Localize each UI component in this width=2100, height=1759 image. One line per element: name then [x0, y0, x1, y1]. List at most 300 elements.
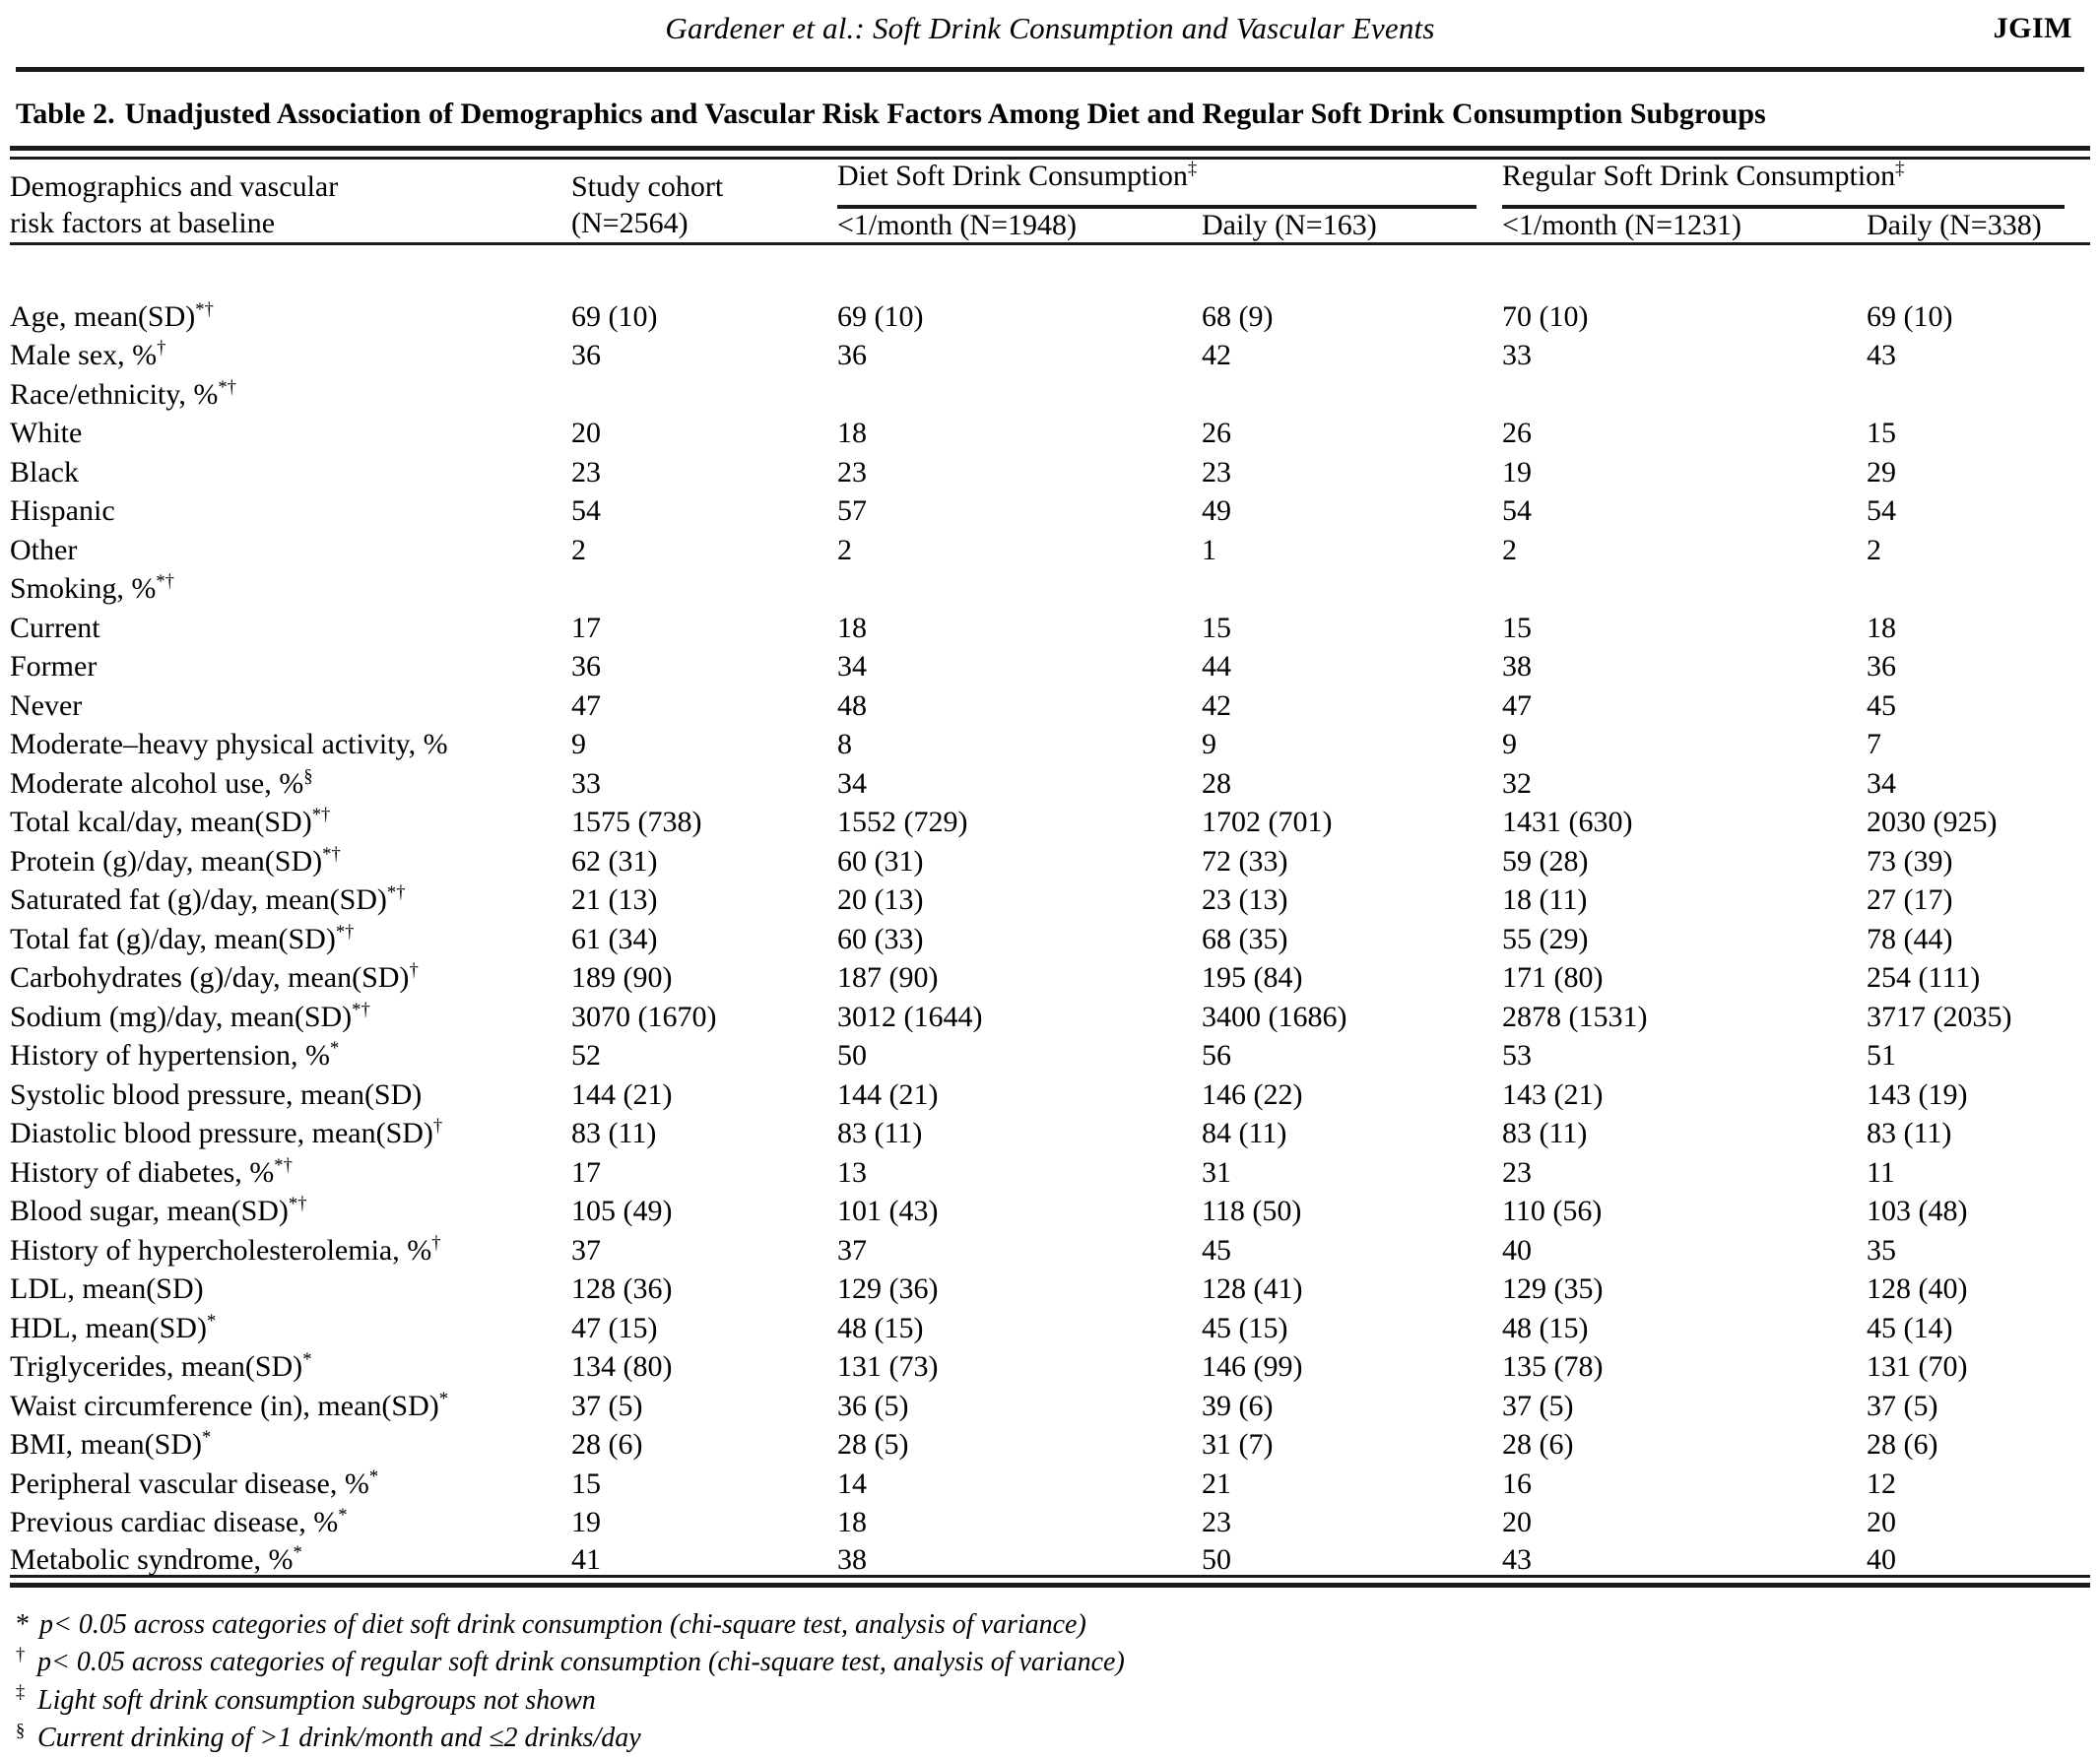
row-label-text: HDL, mean(SD): [10, 1311, 207, 1344]
row-label: [10, 293, 571, 332]
cell-diet-lt1month: [837, 370, 1202, 410]
cell-regular-daily: [1867, 565, 2090, 605]
row-label: [10, 877, 571, 916]
row-label-text: LDL, mean(SD): [10, 1272, 204, 1305]
cohort-header: [571, 158, 837, 243]
cell-regular-lt1month: 55 (29): [1502, 922, 1589, 955]
table-row: [10, 1266, 2090, 1305]
row-label: [10, 1148, 571, 1188]
table-row: [10, 915, 2090, 954]
table-row: [10, 1071, 2090, 1110]
table-top-rule: [10, 148, 2090, 158]
table-caption: [10, 72, 2090, 146]
row-footnote-marker: *†: [288, 1194, 307, 1214]
cell-regular-daily: 143 (19): [1867, 1077, 1968, 1111]
cell-regular-daily: 28 (6): [1867, 1428, 1938, 1461]
cell-diet-lt1month: 38: [837, 1543, 867, 1576]
row-label-text: Triglycerides, mean(SD): [10, 1350, 303, 1383]
cell-regular-lt1month: 32: [1502, 766, 1532, 800]
cell-study-cohort: 36: [571, 339, 601, 371]
row-label-text: Waist circumference (in), mean(SD): [10, 1389, 439, 1422]
table-row: [10, 1188, 2090, 1227]
cell-regular-lt1month: 37 (5): [1502, 1389, 1574, 1422]
footnote-line: [16, 1607, 2084, 1643]
cell-regular-lt1month: 40: [1502, 1233, 1532, 1267]
cell-diet-daily: 42: [1202, 339, 1231, 371]
cell-diet-daily: 45: [1202, 1233, 1231, 1267]
row-label-text: Protein (g)/day, mean(SD): [10, 844, 323, 878]
row-label-text: Hispanic: [10, 494, 115, 527]
cell-diet-lt1month: 8: [837, 728, 852, 760]
cell-regular-lt1month: 48 (15): [1502, 1311, 1589, 1344]
row-label: [10, 448, 571, 488]
row-label: [10, 410, 571, 449]
cell-diet-daily: 28: [1202, 766, 1231, 800]
table-row: [10, 293, 2090, 332]
cell-study-cohort: 17: [571, 611, 601, 644]
cell-study-cohort: [571, 565, 837, 605]
cell-diet-lt1month: 2: [837, 533, 852, 566]
table-row: [10, 370, 2090, 410]
row-label-text: Total fat (g)/day, mean(SD): [10, 922, 336, 955]
table-row: [10, 410, 2090, 449]
table-row: [10, 1460, 2090, 1499]
cell-regular-daily: 29: [1867, 455, 1896, 489]
row-label: [10, 721, 571, 760]
row-label: [10, 915, 571, 954]
cell-diet-lt1month: 37: [837, 1233, 867, 1267]
cell-diet-lt1month: 101 (43): [837, 1195, 939, 1227]
cell-diet-daily: 68 (35): [1202, 922, 1288, 955]
cell-diet-lt1month: 18: [837, 611, 867, 644]
cell-study-cohort: 134 (80): [571, 1350, 673, 1383]
cell-diet-daily: 26: [1202, 417, 1231, 449]
group-header-regular: [1502, 158, 2090, 209]
cell-regular-daily: 3717 (2035): [1867, 1000, 2012, 1033]
row-label: [10, 604, 571, 643]
cell-regular-daily: 36: [1867, 650, 1896, 683]
cell-study-cohort: 28 (6): [571, 1428, 643, 1461]
cell-diet-daily: 1: [1202, 533, 1216, 566]
cell-regular-lt1month: 20: [1502, 1506, 1532, 1538]
row-footnote-marker: *†: [218, 376, 236, 398]
cell-diet-lt1month: 57: [837, 494, 867, 527]
row-footnote-marker: *†: [156, 571, 174, 592]
cell-diet-lt1month: 14: [837, 1466, 867, 1500]
row-footnote-marker: *: [206, 1310, 217, 1332]
row-label: [10, 1304, 571, 1343]
cell-diet-daily: 39 (6): [1202, 1389, 1274, 1422]
cell-diet-lt1month: 69 (10): [837, 299, 924, 333]
cell-regular-daily: 15: [1867, 417, 1896, 449]
cell-regular-daily: 131 (70): [1867, 1350, 1968, 1383]
table-bottom-rule: [10, 1577, 2090, 1586]
row-label-text: History of hypertension, %: [10, 1039, 330, 1072]
cell-regular-daily: 20: [1867, 1506, 1896, 1538]
cell-regular-daily: 69 (10): [1867, 299, 1953, 333]
cell-regular-daily: 18: [1867, 611, 1896, 644]
cell-regular-lt1month: 18 (11): [1502, 883, 1588, 916]
cell-regular-daily: 2: [1867, 533, 1881, 566]
cell-diet-daily: 23 (13): [1202, 883, 1288, 916]
cell-study-cohort: 128 (36): [571, 1272, 673, 1305]
subheader-regular-lt1month: <1/month (N=1231): [1502, 208, 1741, 241]
table-body: [10, 293, 2090, 1577]
cell-study-cohort: 61 (34): [571, 922, 658, 955]
row-footnote-marker: *: [302, 1349, 312, 1370]
cell-regular-lt1month: 1431 (630): [1502, 806, 1633, 838]
table-row: [10, 1421, 2090, 1461]
cell-regular-daily: [1867, 370, 2090, 410]
footnote-text: p< 0.05 across categories of regular soft drink consumption (chi-square test, analysis of variance): [37, 1647, 1125, 1678]
cell-regular-lt1month: [1502, 370, 1867, 410]
row-label-text: Male sex, %: [10, 339, 158, 371]
cell-regular-lt1month: 110 (56): [1502, 1195, 1603, 1227]
table-row: [10, 565, 2090, 605]
footnote-marker: *: [16, 1609, 30, 1640]
group-header-regular-footnote: ‡: [1895, 158, 1905, 179]
cell-regular-lt1month: 83 (11): [1502, 1117, 1588, 1149]
row-footnote-marker: *: [329, 1038, 340, 1059]
cell-diet-daily: 50: [1202, 1543, 1231, 1576]
cell-diet-daily: 146 (99): [1202, 1350, 1303, 1383]
cell-regular-lt1month: 43: [1502, 1543, 1532, 1576]
cell-regular-daily: 103 (48): [1867, 1195, 1968, 1227]
cell-study-cohort: 69 (10): [571, 299, 658, 333]
cell-diet-daily: 15: [1202, 611, 1231, 644]
cell-regular-lt1month: 129 (35): [1502, 1272, 1604, 1305]
row-footnote-marker: *: [438, 1388, 449, 1409]
cell-diet-daily: [1202, 565, 1502, 605]
row-label: [10, 837, 571, 877]
row-footnote-marker: *†: [322, 843, 341, 865]
cell-study-cohort: 105 (49): [571, 1195, 673, 1227]
journal-name: JGIM: [1993, 12, 2072, 44]
row-label-text: Systolic blood pressure, mean(SD): [10, 1077, 423, 1111]
cell-diet-lt1month: 18: [837, 417, 867, 449]
cell-diet-lt1month: 50: [837, 1039, 867, 1072]
row-label-text: History of hypercholesterolemia, %: [10, 1233, 432, 1267]
cell-diet-lt1month: 28 (5): [837, 1428, 909, 1461]
cell-diet-lt1month: 36: [837, 339, 867, 371]
row-label-text: Previous cardiac disease, %: [10, 1506, 339, 1538]
cell-regular-daily: 254 (111): [1867, 961, 1981, 994]
cell-diet-lt1month: 34: [837, 650, 867, 683]
row-label: [10, 370, 571, 410]
row-label-text: Black: [10, 455, 79, 489]
table-number: Table 2.: [16, 98, 115, 130]
cell-study-cohort: 20: [571, 417, 601, 449]
cell-regular-lt1month: 53: [1502, 1039, 1532, 1072]
table-title: Unadjusted Association of Demographics and Vascular Risk Factors Among Diet and Regular Soft Drink Consumption Subgroups: [124, 98, 1766, 130]
cell-diet-lt1month: 23: [837, 455, 867, 489]
cell-diet-lt1month: 144 (21): [837, 1077, 939, 1111]
row-label-text: Smoking, %: [10, 572, 157, 605]
cell-diet-daily: 9: [1202, 728, 1216, 760]
cell-diet-daily: 68 (9): [1202, 299, 1274, 333]
table-row: [10, 488, 2090, 527]
cell-study-cohort: 189 (90): [571, 961, 673, 994]
row-label: [10, 332, 571, 371]
cell-regular-daily: 40: [1867, 1543, 1896, 1576]
cell-regular-daily: 12: [1867, 1466, 1896, 1500]
group-header-diet-footnote: ‡: [1187, 158, 1198, 179]
cell-diet-lt1month: 3012 (1644): [837, 1000, 983, 1033]
footnote-line: ‡ Light soft drink consumption subgroups not shown: [16, 1682, 596, 1716]
row-footnote-marker: †: [431, 1232, 441, 1254]
row-label: [10, 1071, 571, 1110]
cell-study-cohort: 144 (21): [571, 1077, 673, 1111]
cell-diet-daily: 56: [1202, 1039, 1231, 1072]
row-label: [10, 682, 571, 721]
cell-regular-lt1month: 70 (10): [1502, 299, 1589, 333]
cell-regular-lt1month: 171 (80): [1502, 961, 1604, 994]
stub-header-line2: risk factors at baseline: [10, 206, 276, 239]
cell-diet-lt1month: 187 (90): [837, 961, 939, 994]
cell-diet-daily: 45 (15): [1202, 1311, 1288, 1344]
cell-diet-lt1month: 129 (36): [837, 1272, 939, 1305]
cell-diet-daily: 23: [1202, 455, 1231, 489]
cell-study-cohort: 47 (15): [571, 1311, 658, 1344]
footnote-text: Current drinking of >1 drink/month and ≤2 drinks/day: [37, 1723, 641, 1754]
cell-diet-daily: 23: [1202, 1506, 1231, 1538]
table-row: [10, 526, 2090, 565]
subheader-diet-daily: Daily (N=163): [1202, 208, 1377, 241]
table-row: [10, 1304, 2090, 1343]
table-row: [10, 993, 2090, 1032]
cell-diet-daily: [1202, 370, 1502, 410]
cell-study-cohort: 19: [571, 1506, 601, 1538]
footnote-text: Light soft drink consumption subgroups not shown: [37, 1684, 596, 1716]
row-label-text: Moderate–heavy physical activity, %: [10, 728, 448, 760]
cell-study-cohort: 52: [571, 1039, 601, 1072]
row-footnote-marker: *: [338, 1505, 348, 1526]
row-label-text: Former: [10, 650, 98, 683]
cell-diet-lt1month: 34: [837, 766, 867, 800]
row-label-text: White: [10, 417, 83, 449]
cell-regular-lt1month: 135 (78): [1502, 1350, 1604, 1383]
cell-study-cohort: 17: [571, 1155, 601, 1189]
table-row: [10, 604, 2090, 643]
cell-regular-lt1month: 2878 (1531): [1502, 1000, 1648, 1033]
cell-study-cohort: 2: [571, 533, 586, 566]
row-footnote-marker: *: [201, 1427, 212, 1448]
row-label: [10, 526, 571, 565]
cell-regular-daily: 45 (14): [1867, 1311, 1953, 1344]
group-header-regular-label: Regular Soft Drink Consumption: [1502, 159, 1896, 192]
table-row: [10, 1343, 2090, 1383]
stub-header-line1: Demographics and vascular: [10, 170, 339, 204]
cell-regular-lt1month: [1502, 565, 1867, 605]
cell-diet-lt1month: 83 (11): [837, 1117, 923, 1149]
row-label-text: Sodium (mg)/day, mean(SD): [10, 1000, 353, 1033]
row-footnote-marker: *†: [335, 921, 355, 943]
running-head-title: Gardener et al.: Soft Drink Consumption and Vascular Events: [665, 11, 1435, 45]
running-head: [10, 0, 2090, 57]
cell-study-cohort: 9: [571, 728, 586, 760]
cell-regular-lt1month: 2: [1502, 533, 1517, 566]
cell-study-cohort: [571, 370, 837, 410]
table-row: [10, 877, 2090, 916]
table-row: [10, 1110, 2090, 1149]
cell-study-cohort: 37 (5): [571, 1389, 643, 1422]
cell-diet-lt1month: 48: [837, 688, 867, 722]
cell-regular-daily: 45: [1867, 688, 1896, 722]
cell-diet-daily: 195 (84): [1202, 961, 1303, 994]
row-label: [10, 643, 571, 683]
row-footnote-marker: *: [368, 1466, 379, 1487]
header-body-gap: [10, 247, 2090, 293]
cell-study-cohort: 47: [571, 688, 601, 722]
table-row: [10, 332, 2090, 371]
cell-diet-lt1month: 13: [837, 1155, 867, 1189]
cell-diet-daily: 3400 (1686): [1202, 1000, 1347, 1033]
row-label-text: Metabolic syndrome, %: [10, 1543, 294, 1576]
row-label-text: Blood sugar, mean(SD): [10, 1195, 289, 1227]
cell-diet-daily: 118 (50): [1202, 1195, 1302, 1227]
row-footnote-marker: *: [293, 1542, 302, 1563]
cell-regular-lt1month: 59 (28): [1502, 844, 1589, 878]
cell-diet-lt1month: 20 (13): [837, 883, 924, 916]
row-label: [10, 1499, 571, 1538]
row-label-text: Diastolic blood pressure, mean(SD): [10, 1117, 433, 1149]
cell-study-cohort: 15: [571, 1466, 601, 1500]
cell-regular-daily: 2030 (925): [1867, 806, 1998, 838]
cell-study-cohort: 33: [571, 766, 601, 800]
cell-diet-daily: 1702 (701): [1202, 806, 1333, 838]
cell-regular-daily: 54: [1867, 494, 1896, 527]
row-label-text: Other: [10, 533, 78, 566]
row-label-text: Carbohydrates (g)/day, mean(SD): [10, 961, 410, 994]
row-label-text: History of diabetes, %: [10, 1155, 275, 1189]
cell-diet-daily: 72 (33): [1202, 844, 1288, 878]
row-footnote-marker: *†: [311, 805, 331, 825]
cell-regular-lt1month: 38: [1502, 650, 1532, 683]
row-label: [10, 565, 571, 605]
row-footnote-marker: *†: [352, 999, 370, 1020]
cell-regular-daily: 27 (17): [1867, 883, 1953, 916]
table-footnotes: [10, 1588, 2090, 1757]
row-label: [10, 1266, 571, 1305]
cell-regular-lt1month: 16: [1502, 1466, 1532, 1500]
row-label-text: Never: [10, 688, 83, 722]
cell-diet-daily: 49: [1202, 494, 1231, 527]
row-label: [10, 1032, 571, 1072]
cell-diet-lt1month: 18: [837, 1506, 867, 1538]
row-footnote-marker: †: [409, 960, 419, 981]
table-row: [10, 1382, 2090, 1421]
cell-regular-daily: 128 (40): [1867, 1272, 1968, 1305]
row-label-text: Total kcal/day, mean(SD): [10, 806, 312, 838]
row-label: [10, 759, 571, 799]
table-row: [10, 721, 2090, 760]
cell-regular-lt1month: 9: [1502, 728, 1517, 760]
cell-regular-lt1month: 47: [1502, 688, 1532, 722]
cell-regular-lt1month: 26: [1502, 417, 1532, 449]
row-label: [10, 954, 571, 994]
row-label-text: Saturated fat (g)/day, mean(SD): [10, 883, 387, 916]
table-row: [10, 1537, 2090, 1577]
table-row: [10, 1148, 2090, 1188]
table-row: [10, 448, 2090, 488]
table-row: [10, 799, 2090, 838]
row-footnote-marker: *†: [195, 298, 214, 320]
cell-regular-lt1month: 143 (21): [1502, 1077, 1604, 1111]
cohort-header-line2: (N=2564): [571, 206, 689, 239]
cell-regular-daily: 73 (39): [1867, 844, 1953, 878]
row-footnote-marker: †: [432, 1116, 443, 1137]
cell-study-cohort: 41: [571, 1543, 601, 1576]
cell-diet-lt1month: 48 (15): [837, 1311, 924, 1344]
cell-diet-lt1month: 60 (31): [837, 844, 924, 878]
group-header-diet: [837, 158, 1502, 209]
row-label: [10, 1188, 571, 1227]
footnote-line: § Current drinking of >1 drink/month and ≤2 drinks/day: [16, 1720, 641, 1754]
cell-regular-daily: 43: [1867, 339, 1896, 371]
footnote-line: † p< 0.05 across categories of regular soft drink consumption (chi-square test, analysis of variance): [16, 1645, 1125, 1678]
table-row: [10, 759, 2090, 799]
cell-study-cohort: 62 (31): [571, 844, 658, 878]
cell-regular-lt1month: 15: [1502, 611, 1532, 644]
cell-study-cohort: 3070 (1670): [571, 1000, 717, 1033]
cell-regular-daily: 7: [1867, 728, 1881, 760]
cell-study-cohort: 36: [571, 650, 601, 683]
cell-study-cohort: 54: [571, 494, 601, 527]
cell-diet-daily: 84 (11): [1202, 1117, 1287, 1149]
cell-regular-lt1month: 23: [1502, 1155, 1532, 1189]
table-row: [10, 954, 2090, 994]
cell-diet-daily: 128 (41): [1202, 1272, 1303, 1305]
table-row: [10, 1226, 2090, 1266]
row-label-text: BMI, mean(SD): [10, 1428, 202, 1461]
cell-diet-daily: 42: [1202, 688, 1231, 722]
data-table: [10, 146, 2090, 1589]
cell-diet-daily: 44: [1202, 650, 1231, 683]
row-footnote-marker: *†: [274, 1154, 293, 1176]
row-label: [10, 1343, 571, 1383]
table-row: [10, 1499, 2090, 1538]
cell-regular-daily: 51: [1867, 1039, 1896, 1072]
cell-diet-lt1month: [837, 565, 1202, 605]
row-label: [10, 1421, 571, 1461]
cell-study-cohort: 83 (11): [571, 1117, 657, 1149]
cell-study-cohort: 37: [571, 1233, 601, 1267]
row-label-text: Race/ethnicity, %: [10, 377, 219, 411]
table-row: [10, 1032, 2090, 1072]
row-label: [10, 1537, 571, 1577]
cell-regular-lt1month: 19: [1502, 455, 1532, 489]
cell-regular-lt1month: 28 (6): [1502, 1428, 1574, 1461]
cell-diet-daily: 21: [1202, 1466, 1231, 1500]
cell-regular-daily: 11: [1867, 1155, 1895, 1189]
cell-regular-daily: 34: [1867, 766, 1896, 800]
row-label: [10, 1460, 571, 1499]
row-footnote-marker: †: [157, 338, 166, 358]
header-row-groups: [10, 158, 2090, 209]
cell-diet-lt1month: 36 (5): [837, 1389, 909, 1422]
row-label: [10, 488, 571, 527]
cell-regular-lt1month: 54: [1502, 494, 1532, 527]
row-label-text: Current: [10, 611, 100, 644]
cell-study-cohort: 23: [571, 455, 601, 489]
cell-diet-lt1month: 60 (33): [837, 922, 924, 955]
table-row: [10, 682, 2090, 721]
cell-regular-daily: 35: [1867, 1233, 1896, 1267]
row-label-text: Peripheral vascular disease, %: [10, 1466, 369, 1500]
row-label: [10, 1110, 571, 1149]
row-footnote-marker: §: [303, 765, 313, 787]
stub-header: [10, 158, 571, 243]
